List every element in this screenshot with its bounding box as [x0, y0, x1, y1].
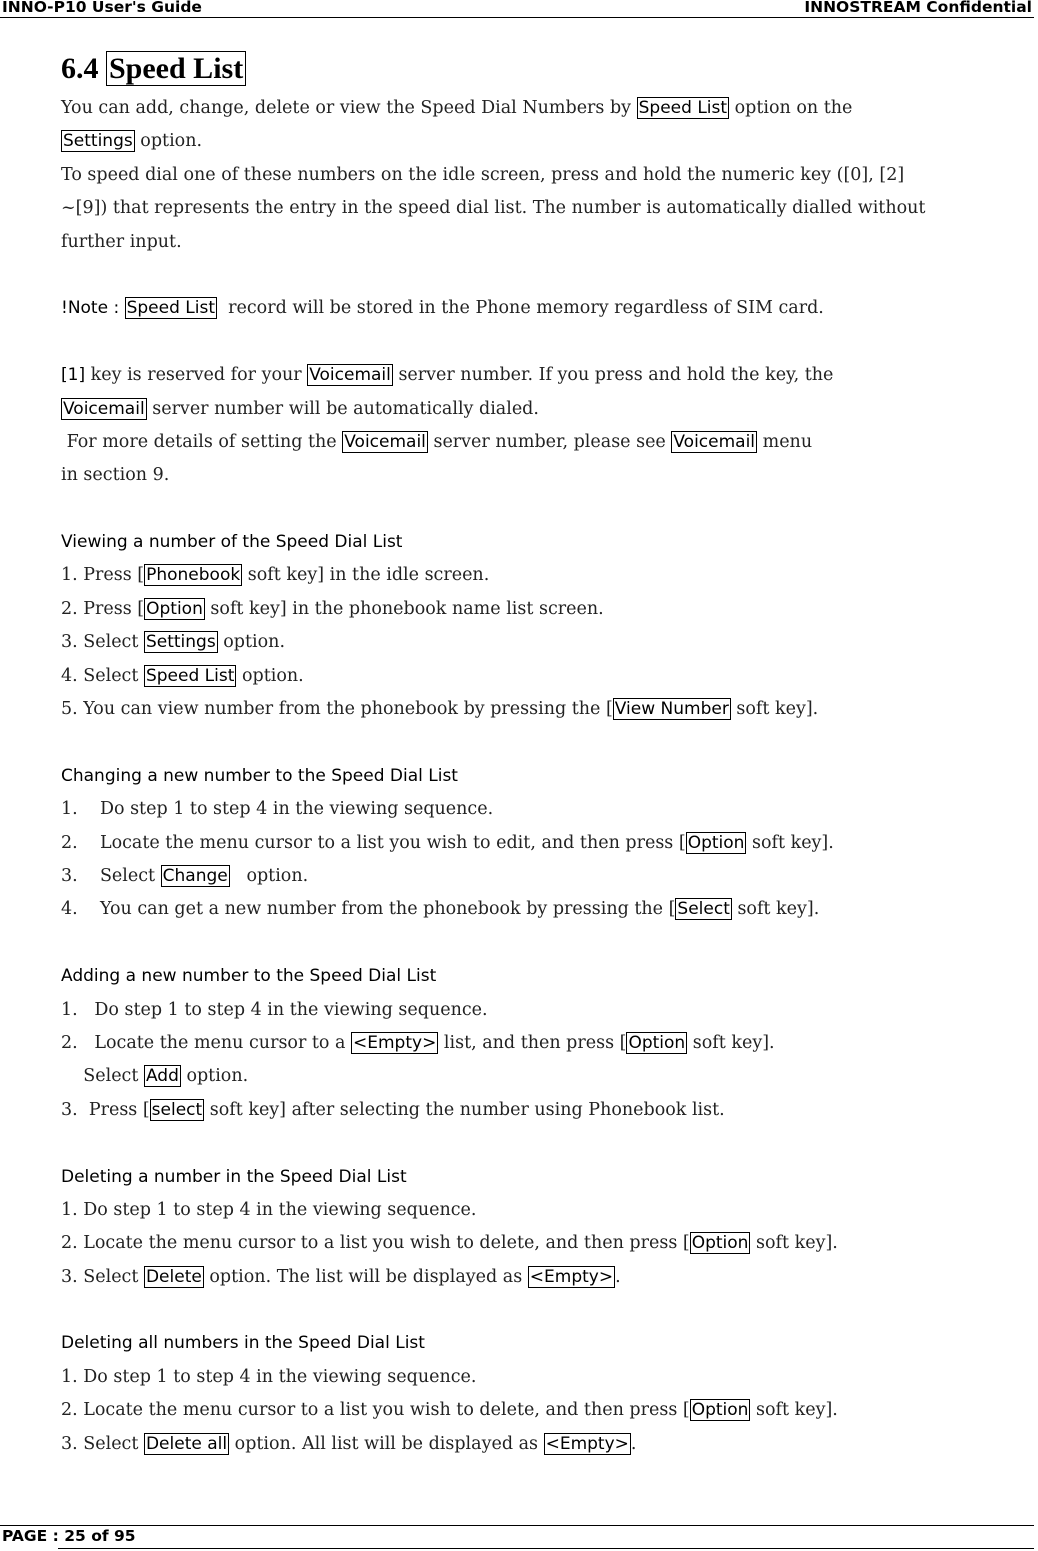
ref-option: Option [687, 832, 745, 853]
deleting-heading: Deleting a number in the Speed Dial List [61, 1166, 407, 1187]
ref-speed-list: Speed List [638, 98, 728, 118]
voicemail-line-4: in section 9. [61, 465, 170, 486]
deleting-all-step-1: 1. Do step 1 to step 4 in the viewing sequence. [61, 1366, 477, 1387]
ref-voicemail-menu: Voicemail [673, 431, 756, 452]
footer-rule-top [0, 1525, 1034, 1526]
ref-voicemail: Voicemail [309, 365, 391, 386]
adding-step-2: 2. Locate the menu cursor to a <Empty> list, and then press [ Option soft key]. [61, 1032, 775, 1053]
header-doc-title: INNO-P10 User's Guide [2, 0, 202, 16]
header-confidential: INNOSTREAM Confidential [804, 0, 1032, 16]
viewing-step-5: 5. You can view number from the phonebook by pressing the [ View Number soft key]. [61, 699, 819, 720]
ref-change: Change [162, 865, 228, 886]
note-ref-speed-list: Speed List [126, 298, 216, 319]
adding-heading: Adding a new number to the Speed Dial List [61, 966, 437, 987]
section-title [61, 46, 1037, 92]
section-number: 6.4 [61, 52, 99, 85]
intro-line-4: ~[9]) that represents the entry in the speed dial list. The number is automatically dialled without [61, 198, 926, 219]
adding-step-1: 1. Do step 1 to step 4 in the viewing sequence. [61, 999, 488, 1020]
ref-option: Option [691, 1233, 749, 1254]
page-header [0, 0, 1034, 18]
ref-speed-list: Speed List [145, 665, 235, 686]
intro-line-3: To speed dial one of these numbers on the idle screen, press and hold the numeric key ([0], [2] [61, 164, 905, 185]
ref-voicemail: Voicemail [344, 431, 426, 452]
ref-settings: Settings [145, 632, 216, 653]
ref-select: Select [677, 899, 730, 920]
ref-option: Option [691, 1400, 749, 1421]
section-title-box: Speed List [106, 51, 246, 86]
viewing-step-4: 4. Select Speed List option. [61, 665, 304, 686]
ref-view-number: View Number [614, 699, 729, 720]
viewing-step-3: 3. Select Settings option. [61, 632, 286, 653]
ref-add: Add [145, 1066, 179, 1087]
note-label: !Note : [61, 298, 125, 319]
viewing-step-2: 2. Press [ Option soft key] in the phonebook name list screen. [61, 598, 604, 619]
voicemail-line-3: For more details of setting the Voicemail server number, please see Voicemail menu [61, 431, 813, 452]
adding-step-2b: Select Add option. [61, 1066, 249, 1087]
deleting-all-step-3: 3. Select Delete all option. All list will be displayed as <Empty> . [61, 1433, 637, 1454]
footer-rule-bottom [58, 1548, 1034, 1549]
ref-delete-all: Delete all [145, 1433, 228, 1454]
ref-voicemail: Voicemail [63, 398, 145, 419]
intro-line-5: further input. [61, 231, 182, 252]
ref-empty: <Empty> [353, 1032, 437, 1053]
viewing-step-1: 1. Press [ Phonebook soft key] in the idle screen. [61, 565, 490, 586]
viewing-heading: Viewing a number of the Speed Dial List [61, 532, 403, 553]
changing-step-3: 3. Select Change option. [61, 865, 309, 886]
page-content [61, 46, 1037, 1461]
changing-heading: Changing a new number to the Speed Dial List [61, 765, 458, 786]
ref-option: Option [146, 598, 203, 619]
adding-step-3: 3. Press [ select soft key] after selecting the number using Phonebook list. [61, 1099, 725, 1120]
changing-step-2: 2. Locate the menu cursor to a list you wish to edit, and then press [ Option soft key]. [61, 832, 834, 853]
intro-line-1: You can add, change, delete or view the Speed Dial Numbers by Speed List option on the [61, 98, 853, 118]
ref-select: select [151, 1099, 203, 1120]
page-number: PAGE : 25 of 95 [2, 1527, 136, 1545]
deleting-all-heading: Deleting all numbers in the Speed Dial List [61, 1333, 425, 1354]
voicemail-line-2: Voicemail server number will be automatically dialed. [63, 398, 539, 419]
ref-empty: <Empty> [529, 1266, 614, 1287]
deleting-step-3: 3. Select Delete option. The list will be displayed as <Empty> . [61, 1266, 621, 1287]
deleting-all-step-2: 2. Locate the menu cursor to a list you wish to delete, and then press [ Option soft key]. [61, 1400, 838, 1421]
changing-step-1: 1. Do step 1 to step 4 in the viewing sequence. [61, 799, 494, 820]
deleting-step-1: 1. Do step 1 to step 4 in the viewing sequence. [61, 1199, 477, 1220]
ref-phonebook: Phonebook [146, 565, 241, 586]
voicemail-line-1: [1] key is reserved for your Voicemail server number. If you press and hold the key, the [61, 365, 834, 386]
ref-delete: Delete [145, 1266, 202, 1287]
note-line: !Note : Speed List record will be stored in the Phone memory regardless of SIM card. [61, 298, 824, 319]
ref-settings: Settings [63, 131, 133, 152]
changing-step-4: 4. You can get a new number from the phonebook by pressing the [ Select soft key]. [61, 899, 820, 920]
ref-empty: <Empty> [545, 1433, 629, 1454]
deleting-step-2: 2. Locate the menu cursor to a list you wish to delete, and then press [ Option soft key]. [61, 1233, 838, 1254]
intro-line-2: Settings option. [63, 131, 203, 152]
ref-option: Option [628, 1032, 686, 1053]
